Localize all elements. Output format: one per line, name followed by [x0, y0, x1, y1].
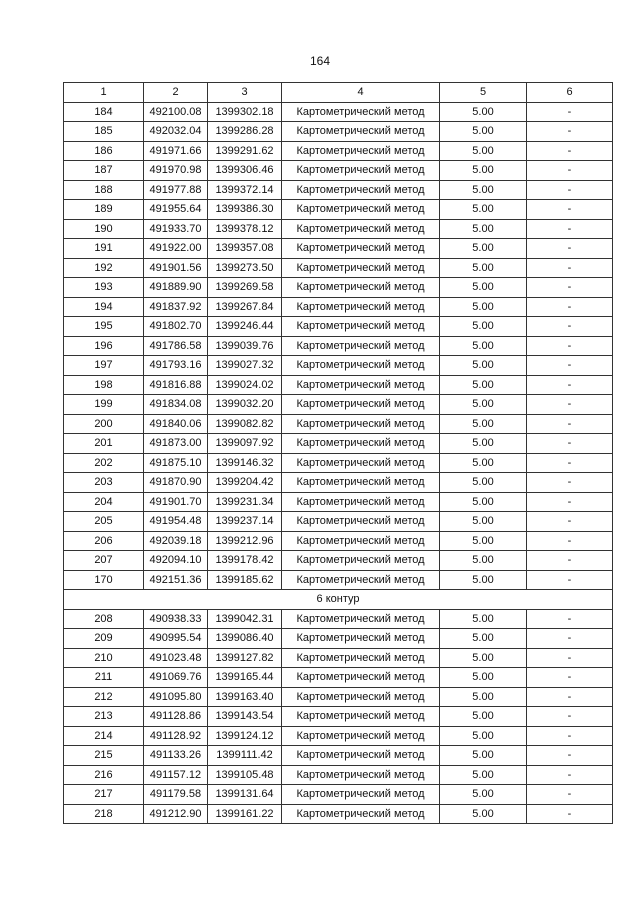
note-cell: - [527, 161, 613, 181]
note-cell: - [527, 180, 613, 200]
y-coordinate-cell: 1399161.22 [208, 804, 282, 824]
point-number-cell: 214 [64, 726, 144, 746]
point-number-cell: 205 [64, 512, 144, 532]
x-coordinate-cell: 491023.48 [144, 648, 208, 668]
table-row [64, 668, 613, 688]
note-cell: - [527, 492, 613, 512]
note-cell: - [527, 141, 613, 161]
note-cell: - [527, 746, 613, 766]
note-cell: - [527, 804, 613, 824]
method-cell: Картометрический метод [282, 356, 440, 376]
accuracy-cell: 5.00 [440, 180, 527, 200]
y-coordinate-cell: 1399032.20 [208, 395, 282, 415]
point-number-cell: 197 [64, 356, 144, 376]
table-row [64, 200, 613, 220]
table-row [64, 258, 613, 278]
accuracy-cell: 5.00 [440, 336, 527, 356]
x-coordinate-cell: 491837.92 [144, 297, 208, 317]
x-coordinate-cell: 491793.16 [144, 356, 208, 376]
table-row [64, 141, 613, 161]
table-row [64, 687, 613, 707]
column-header: 2 [144, 83, 208, 103]
point-number-cell: 210 [64, 648, 144, 668]
column-header: 4 [282, 83, 440, 103]
point-number-cell: 209 [64, 629, 144, 649]
y-coordinate-cell: 1399086.40 [208, 629, 282, 649]
table-row [64, 570, 613, 590]
method-cell: Картометрический метод [282, 570, 440, 590]
x-coordinate-cell: 492032.04 [144, 122, 208, 142]
section-title: 6 контур [64, 590, 613, 610]
point-number-cell: 212 [64, 687, 144, 707]
point-number-cell: 213 [64, 707, 144, 727]
x-coordinate-cell: 491971.66 [144, 141, 208, 161]
x-coordinate-cell: 491786.58 [144, 336, 208, 356]
note-cell: - [527, 531, 613, 551]
point-number-cell: 196 [64, 336, 144, 356]
y-coordinate-cell: 1399291.62 [208, 141, 282, 161]
accuracy-cell: 5.00 [440, 141, 527, 161]
x-coordinate-cell: 491889.90 [144, 278, 208, 298]
table-row [64, 180, 613, 200]
x-coordinate-cell: 491816.88 [144, 375, 208, 395]
accuracy-cell: 5.00 [440, 765, 527, 785]
table-row [64, 609, 613, 629]
y-coordinate-cell: 1399097.92 [208, 434, 282, 454]
table-row [64, 414, 613, 434]
method-cell: Картометрический метод [282, 122, 440, 142]
accuracy-cell: 5.00 [440, 200, 527, 220]
point-number-cell: 201 [64, 434, 144, 454]
method-cell: Картометрический метод [282, 551, 440, 571]
accuracy-cell: 5.00 [440, 512, 527, 532]
point-number-cell: 186 [64, 141, 144, 161]
accuracy-cell: 5.00 [440, 278, 527, 298]
table-row [64, 512, 613, 532]
x-coordinate-cell: 491157.12 [144, 765, 208, 785]
table-row [64, 317, 613, 337]
accuracy-cell: 5.00 [440, 258, 527, 278]
note-cell: - [527, 375, 613, 395]
table-row [64, 804, 613, 824]
accuracy-cell: 5.00 [440, 102, 527, 122]
note-cell: - [527, 219, 613, 239]
table-row [64, 102, 613, 122]
x-coordinate-cell: 492039.18 [144, 531, 208, 551]
method-cell: Картометрический метод [282, 473, 440, 493]
method-cell: Картометрический метод [282, 258, 440, 278]
method-cell: Картометрический метод [282, 492, 440, 512]
note-cell: - [527, 434, 613, 454]
table-body [64, 102, 613, 824]
y-coordinate-cell: 1399039.76 [208, 336, 282, 356]
point-number-cell: 195 [64, 317, 144, 337]
point-number-cell: 194 [64, 297, 144, 317]
table-row [64, 161, 613, 181]
accuracy-cell: 5.00 [440, 687, 527, 707]
note-cell: - [527, 297, 613, 317]
method-cell: Картометрический метод [282, 278, 440, 298]
method-cell: Картометрический метод [282, 746, 440, 766]
x-coordinate-cell: 491955.64 [144, 200, 208, 220]
accuracy-cell: 5.00 [440, 609, 527, 629]
x-coordinate-cell: 491954.48 [144, 512, 208, 532]
note-cell: - [527, 395, 613, 415]
page-number: 164 [309, 54, 331, 68]
method-cell: Картометрический метод [282, 141, 440, 161]
method-cell: Картометрический метод [282, 668, 440, 688]
note-cell: - [527, 200, 613, 220]
method-cell: Картометрический метод [282, 531, 440, 551]
table-row [64, 239, 613, 259]
method-cell: Картометрический метод [282, 609, 440, 629]
note-cell: - [527, 356, 613, 376]
point-number-cell: 216 [64, 765, 144, 785]
note-cell: - [527, 687, 613, 707]
accuracy-cell: 5.00 [440, 317, 527, 337]
note-cell: - [527, 707, 613, 727]
point-number-cell: 202 [64, 453, 144, 473]
x-coordinate-cell: 491128.92 [144, 726, 208, 746]
accuracy-cell: 5.00 [440, 668, 527, 688]
note-cell: - [527, 648, 613, 668]
y-coordinate-cell: 1399185.62 [208, 570, 282, 590]
table-row [64, 746, 613, 766]
accuracy-cell: 5.00 [440, 746, 527, 766]
note-cell: - [527, 570, 613, 590]
point-number-cell: 206 [64, 531, 144, 551]
y-coordinate-cell: 1399231.34 [208, 492, 282, 512]
accuracy-cell: 5.00 [440, 492, 527, 512]
column-header: 6 [527, 83, 613, 103]
x-coordinate-cell: 492094.10 [144, 551, 208, 571]
method-cell: Картометрический метод [282, 414, 440, 434]
note-cell: - [527, 765, 613, 785]
note-cell: - [527, 102, 613, 122]
method-cell: Картометрический метод [282, 765, 440, 785]
y-coordinate-cell: 1399163.40 [208, 687, 282, 707]
point-number-cell: 208 [64, 609, 144, 629]
note-cell: - [527, 258, 613, 278]
table-row [64, 785, 613, 805]
accuracy-cell: 5.00 [440, 648, 527, 668]
table-row [64, 648, 613, 668]
accuracy-cell: 5.00 [440, 395, 527, 415]
y-coordinate-cell: 1399127.82 [208, 648, 282, 668]
x-coordinate-cell: 491834.08 [144, 395, 208, 415]
accuracy-cell: 5.00 [440, 122, 527, 142]
note-cell: - [527, 336, 613, 356]
table-header-row [64, 83, 613, 103]
x-coordinate-cell: 490995.54 [144, 629, 208, 649]
note-cell: - [527, 609, 613, 629]
x-coordinate-cell: 491095.80 [144, 687, 208, 707]
y-coordinate-cell: 1399237.14 [208, 512, 282, 532]
accuracy-cell: 5.00 [440, 570, 527, 590]
point-number-cell: 190 [64, 219, 144, 239]
note-cell: - [527, 629, 613, 649]
note-cell: - [527, 122, 613, 142]
y-coordinate-cell: 1399165.44 [208, 668, 282, 688]
x-coordinate-cell: 491933.70 [144, 219, 208, 239]
point-number-cell: 187 [64, 161, 144, 181]
y-coordinate-cell: 1399212.96 [208, 531, 282, 551]
accuracy-cell: 5.00 [440, 785, 527, 805]
method-cell: Картометрический метод [282, 512, 440, 532]
coordinates-table [63, 82, 613, 824]
note-cell: - [527, 473, 613, 493]
table-row [64, 297, 613, 317]
table-row [64, 434, 613, 454]
x-coordinate-cell: 491870.90 [144, 473, 208, 493]
accuracy-cell: 5.00 [440, 219, 527, 239]
table-row [64, 336, 613, 356]
x-coordinate-cell: 491069.76 [144, 668, 208, 688]
point-number-cell: 204 [64, 492, 144, 512]
method-cell: Картометрический метод [282, 648, 440, 668]
column-header: 1 [64, 83, 144, 103]
x-coordinate-cell: 491840.06 [144, 414, 208, 434]
y-coordinate-cell: 1399105.48 [208, 765, 282, 785]
method-cell: Картометрический метод [282, 726, 440, 746]
accuracy-cell: 5.00 [440, 375, 527, 395]
y-coordinate-cell: 1399267.84 [208, 297, 282, 317]
accuracy-cell: 5.00 [440, 707, 527, 727]
table-row [64, 395, 613, 415]
table-row [64, 531, 613, 551]
point-number-cell: 193 [64, 278, 144, 298]
method-cell: Картометрический метод [282, 434, 440, 454]
point-number-cell: 188 [64, 180, 144, 200]
point-number-cell: 198 [64, 375, 144, 395]
table-row [64, 356, 613, 376]
table-row [64, 707, 613, 727]
y-coordinate-cell: 1399273.50 [208, 258, 282, 278]
x-coordinate-cell: 491212.90 [144, 804, 208, 824]
x-coordinate-cell: 491922.00 [144, 239, 208, 259]
point-number-cell: 199 [64, 395, 144, 415]
accuracy-cell: 5.00 [440, 804, 527, 824]
y-coordinate-cell: 1399302.18 [208, 102, 282, 122]
y-coordinate-cell: 1399042.31 [208, 609, 282, 629]
y-coordinate-cell: 1399024.02 [208, 375, 282, 395]
point-number-cell: 207 [64, 551, 144, 571]
point-number-cell: 189 [64, 200, 144, 220]
method-cell: Картометрический метод [282, 804, 440, 824]
x-coordinate-cell: 491901.56 [144, 258, 208, 278]
y-coordinate-cell: 1399131.64 [208, 785, 282, 805]
table-row [64, 219, 613, 239]
x-coordinate-cell: 491977.88 [144, 180, 208, 200]
note-cell: - [527, 512, 613, 532]
point-number-cell: 185 [64, 122, 144, 142]
method-cell: Картометрический метод [282, 297, 440, 317]
x-coordinate-cell: 491970.98 [144, 161, 208, 181]
accuracy-cell: 5.00 [440, 453, 527, 473]
accuracy-cell: 5.00 [440, 726, 527, 746]
table-row [64, 726, 613, 746]
method-cell: Картометрический метод [282, 395, 440, 415]
y-coordinate-cell: 1399111.42 [208, 746, 282, 766]
x-coordinate-cell: 491802.70 [144, 317, 208, 337]
y-coordinate-cell: 1399178.42 [208, 551, 282, 571]
table-row [64, 765, 613, 785]
x-coordinate-cell: 490938.33 [144, 609, 208, 629]
y-coordinate-cell: 1399082.82 [208, 414, 282, 434]
column-header: 3 [208, 83, 282, 103]
point-number-cell: 215 [64, 746, 144, 766]
accuracy-cell: 5.00 [440, 239, 527, 259]
point-number-cell: 211 [64, 668, 144, 688]
method-cell: Картометрический метод [282, 336, 440, 356]
accuracy-cell: 5.00 [440, 434, 527, 454]
method-cell: Картометрический метод [282, 629, 440, 649]
x-coordinate-cell: 491901.70 [144, 492, 208, 512]
accuracy-cell: 5.00 [440, 629, 527, 649]
x-coordinate-cell: 491128.86 [144, 707, 208, 727]
method-cell: Картометрический метод [282, 161, 440, 181]
point-number-cell: 192 [64, 258, 144, 278]
point-number-cell: 218 [64, 804, 144, 824]
point-number-cell: 184 [64, 102, 144, 122]
section-row [64, 590, 613, 610]
note-cell: - [527, 453, 613, 473]
accuracy-cell: 5.00 [440, 414, 527, 434]
table-row [64, 278, 613, 298]
x-coordinate-cell: 492151.36 [144, 570, 208, 590]
column-header: 5 [440, 83, 527, 103]
method-cell: Картометрический метод [282, 707, 440, 727]
y-coordinate-cell: 1399146.32 [208, 453, 282, 473]
y-coordinate-cell: 1399143.54 [208, 707, 282, 727]
x-coordinate-cell: 491133.26 [144, 746, 208, 766]
y-coordinate-cell: 1399306.46 [208, 161, 282, 181]
method-cell: Картометрический метод [282, 102, 440, 122]
y-coordinate-cell: 1399124.12 [208, 726, 282, 746]
y-coordinate-cell: 1399357.08 [208, 239, 282, 259]
point-number-cell: 191 [64, 239, 144, 259]
y-coordinate-cell: 1399269.58 [208, 278, 282, 298]
note-cell: - [527, 278, 613, 298]
table-row [64, 122, 613, 142]
table-row [64, 629, 613, 649]
method-cell: Картометрический метод [282, 180, 440, 200]
accuracy-cell: 5.00 [440, 473, 527, 493]
accuracy-cell: 5.00 [440, 161, 527, 181]
note-cell: - [527, 785, 613, 805]
method-cell: Картометрический метод [282, 453, 440, 473]
note-cell: - [527, 668, 613, 688]
y-coordinate-cell: 1399286.28 [208, 122, 282, 142]
y-coordinate-cell: 1399204.42 [208, 473, 282, 493]
note-cell: - [527, 239, 613, 259]
table-row [64, 492, 613, 512]
accuracy-cell: 5.00 [440, 551, 527, 571]
x-coordinate-cell: 491875.10 [144, 453, 208, 473]
method-cell: Картометрический метод [282, 785, 440, 805]
x-coordinate-cell: 492100.08 [144, 102, 208, 122]
method-cell: Картометрический метод [282, 219, 440, 239]
point-number-cell: 170 [64, 570, 144, 590]
table-row [64, 551, 613, 571]
accuracy-cell: 5.00 [440, 531, 527, 551]
y-coordinate-cell: 1399386.30 [208, 200, 282, 220]
y-coordinate-cell: 1399246.44 [208, 317, 282, 337]
note-cell: - [527, 726, 613, 746]
y-coordinate-cell: 1399378.12 [208, 219, 282, 239]
x-coordinate-cell: 491179.58 [144, 785, 208, 805]
y-coordinate-cell: 1399372.14 [208, 180, 282, 200]
note-cell: - [527, 551, 613, 571]
method-cell: Картометрический метод [282, 375, 440, 395]
point-number-cell: 203 [64, 473, 144, 493]
note-cell: - [527, 414, 613, 434]
note-cell: - [527, 317, 613, 337]
point-number-cell: 217 [64, 785, 144, 805]
method-cell: Картометрический метод [282, 239, 440, 259]
method-cell: Картометрический метод [282, 317, 440, 337]
accuracy-cell: 5.00 [440, 297, 527, 317]
point-number-cell: 200 [64, 414, 144, 434]
table-row [64, 375, 613, 395]
method-cell: Картометрический метод [282, 687, 440, 707]
table-row [64, 453, 613, 473]
method-cell: Картометрический метод [282, 200, 440, 220]
table-row [64, 473, 613, 493]
y-coordinate-cell: 1399027.32 [208, 356, 282, 376]
accuracy-cell: 5.00 [440, 356, 527, 376]
x-coordinate-cell: 491873.00 [144, 434, 208, 454]
